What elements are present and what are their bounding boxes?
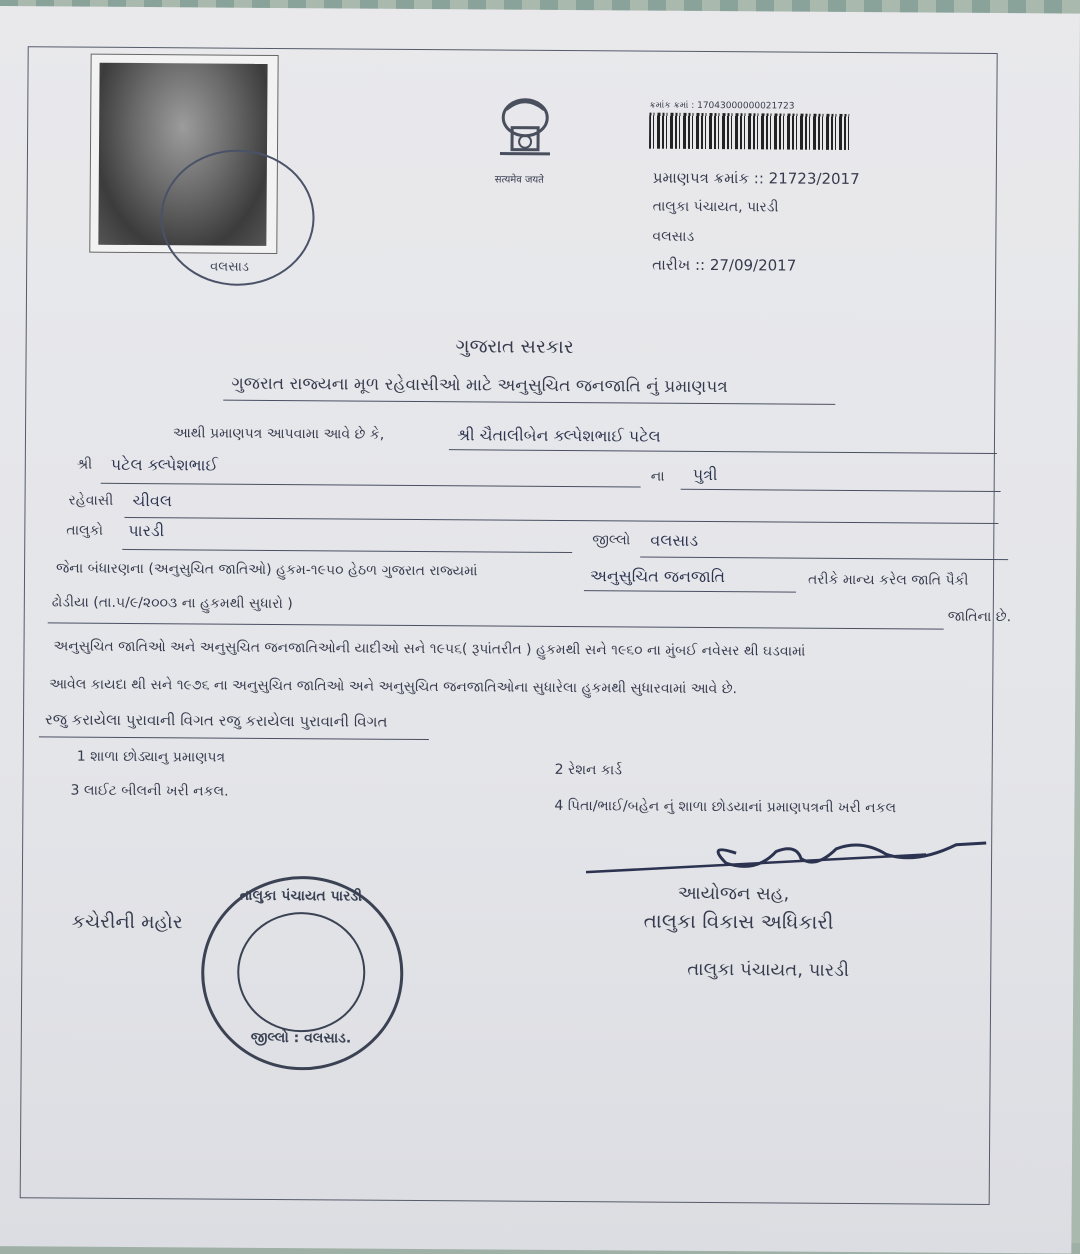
officer-signature <box>586 822 1006 885</box>
father-name: પટેલ ક્લ્પેશભાઈ <box>111 455 218 476</box>
caste-value: ઢોડીયા (તા.૫/૯/૨૦૦૩ ના હુકમથી સુધારો ) <box>52 594 293 612</box>
district-value: વલસાડ <box>650 531 698 551</box>
certificate-title: ગુજરાત રાજ્યના મૂળ રહેવાસીઓ માટે અનુસુચિત જનજાતિ નું પ્રમાણપત્ર <box>231 374 728 397</box>
na-label: ના <box>651 469 665 485</box>
evidence-item: 3 લાઈટ બીલની ખરી નકલ. <box>70 783 228 800</box>
office-seal-label: કચેરીની મહોર <box>72 911 183 934</box>
order-text: જેના બંધારણના (અનુસુચિત જાતિઓ) હુકમ-૧૯૫૦ હેઠળ ગુજરાત રાજ્યમાં <box>56 560 477 579</box>
office-seal-text-top: તાલુકા પંચાયત પારડી <box>240 888 362 905</box>
national-emblem-icon <box>486 91 565 172</box>
header-office: તાલુકા પંચાયત, પારડી <box>653 199 779 216</box>
header-district: વલસાડ <box>652 229 694 245</box>
evidence-item: 2 રેશન કાર્ડ <box>555 762 622 778</box>
evidence-item: 4 પિતા/ભાઈ/બહેન નું શાળા છોડયાનાં પ્રમાણપત્રની ખરી નકલ <box>554 798 896 816</box>
resident-label: રહેવાસી <box>68 493 113 509</box>
shri-label: શ્રી <box>77 457 93 473</box>
para-line-2: આવેલ કાયદા થી સને ૧૯૭૬ ના અનુસુચિત જાતિઓ અને અનુસુચિત જનજાતિઓના સુધારેલા હુકમથી સુધારવામાં આવે છે. <box>49 676 737 697</box>
barcode <box>649 113 849 150</box>
certificate-paper <box>0 6 1080 1254</box>
resident-value: ચીવલ <box>132 491 172 511</box>
recognized-text: તરીકે માન્ય કરેલ જાતિ પૈકી <box>808 572 969 589</box>
caste-suffix: જાતિના છે. <box>948 609 1011 625</box>
signatory-line-3: તાલુકા પંચાયત, પારડી <box>687 959 849 981</box>
evidence-item: 1 શાળા છોડ્યાનુ પ્રમાણપત્ર <box>77 749 225 766</box>
signatory-line-1: આયોજન સહ, <box>678 883 790 905</box>
barcode-label: ક્રમાંક ક્રમાં : 17043000000021723 <box>649 101 794 112</box>
photo-seal-text: વલસાડ <box>210 260 249 275</box>
certificate-number: પ્રમાણપત્ર ક્રમાંક :: 21723/2017 <box>653 169 860 188</box>
taluka-value: પારડી <box>128 521 164 541</box>
evidence-heading: રજુ કરાયેલા પુરાવાની વિગત રજુ કરાયેલા પુરાવાની વિગત <box>45 710 388 730</box>
intro-text: આથી પ્રમાણપત્ર આપવામા આવે છે કે, <box>173 425 384 442</box>
emblem-motto: सत्यमेव जयते <box>495 172 544 186</box>
category-value: અનુસુચિત જનજાતિ <box>590 566 725 587</box>
government-title: ગુજરાત સરકાર <box>456 335 574 358</box>
taluka-label: તાલુકો <box>66 523 103 539</box>
para-line-1: અનુસુચિત જાતિઓ અને અનુસુચિત જનજાતિઓની યાદીઓ સને ૧૯૫૬( રૂપાંતરીત ) હુકમથી સને ૧૯૬૦ ના મુંબઈ નવેસર થી ઘડવામાં <box>53 638 805 659</box>
applicant-name: શ્રી ચૈતાલીબેન ક્લ્પેશભાઈ પટેલ <box>457 425 661 446</box>
office-seal-text-bottom: જીલ્લો : વલસાડ. <box>251 1030 352 1047</box>
relation-value: પુત્રી <box>693 465 718 485</box>
district-label: જીલ્લો <box>592 532 630 548</box>
office-seal-inner <box>237 912 366 1033</box>
signatory-line-2: તાલુકા વિકાસ અધિકારી <box>644 909 834 934</box>
issue-date: તારીખ :: 27/09/2017 <box>652 256 796 275</box>
